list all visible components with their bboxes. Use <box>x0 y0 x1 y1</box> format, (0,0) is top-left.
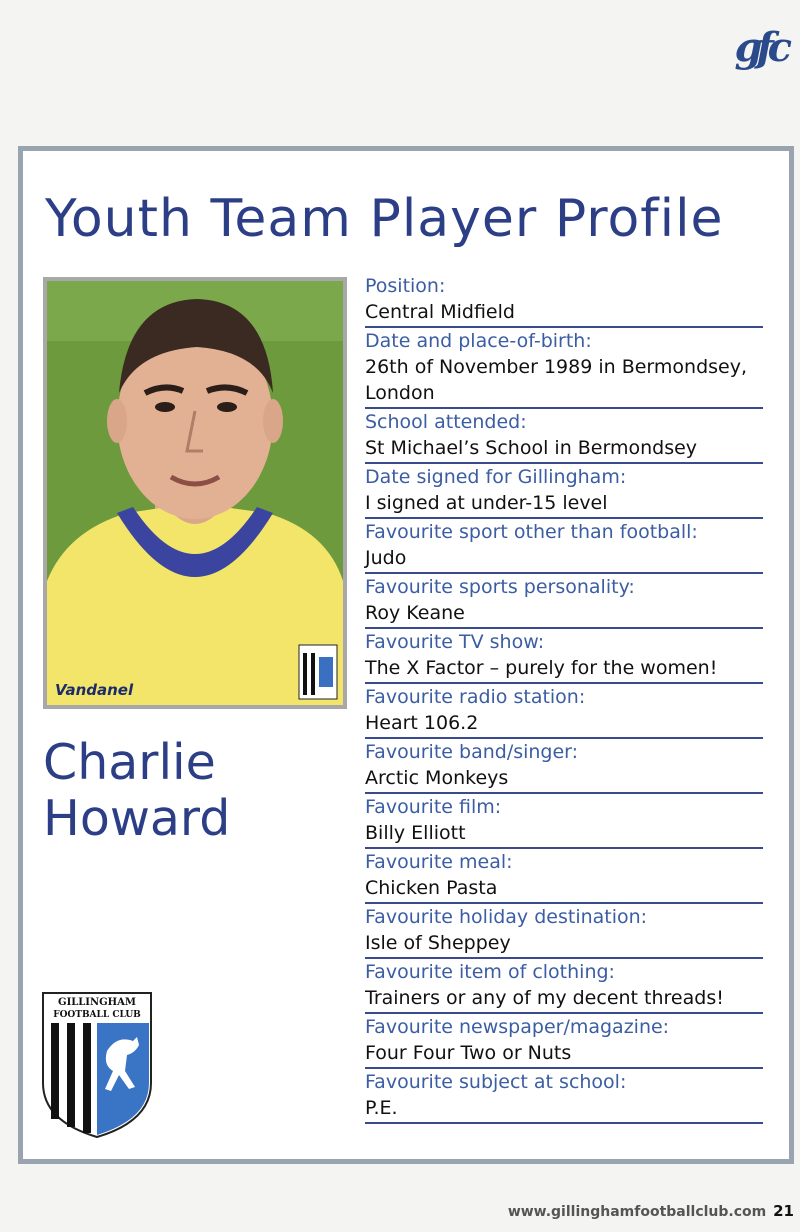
profile-field <box>365 1014 763 1069</box>
crest-line1: GILLINGHAM <box>58 997 136 1008</box>
profile-question: Favourite holiday destination: <box>365 906 648 928</box>
profile-field <box>365 1069 763 1124</box>
profile-question: Favourite band/singer: <box>365 741 579 763</box>
profile-question: Favourite item of clothing: <box>365 961 615 983</box>
profile-question: Favourite TV show: <box>365 631 545 653</box>
page-footer <box>508 1202 794 1220</box>
profile-field <box>365 273 763 328</box>
profile-answer: Roy Keane <box>365 600 763 629</box>
profile-field <box>365 464 763 519</box>
footer-url: www.gillinghamfootballclub.com <box>507 1204 767 1220</box>
profile-answer: Judo <box>365 545 763 574</box>
profile-field <box>365 904 763 959</box>
profile-answer: St Michael’s School in Bermondsey <box>365 435 763 464</box>
profile-question: Favourite subject at school: <box>365 1071 627 1093</box>
profile-question: Favourite sports personality: <box>365 576 635 598</box>
profile-question: Date signed for Gillingham: <box>365 466 627 488</box>
profile-field <box>365 519 763 574</box>
profile-question: School attended: <box>365 411 527 433</box>
page-title: Youth Team Player Profile <box>45 189 724 249</box>
club-crest <box>41 991 153 1143</box>
profile-question: Favourite film: <box>365 796 502 818</box>
player-last-name: Howard <box>43 790 231 847</box>
profile-field <box>365 959 763 1014</box>
gfc-corner-logo: gfc <box>734 24 786 71</box>
profile-answer: Four Four Two or Nuts <box>365 1040 763 1069</box>
profile-fields <box>365 273 763 1124</box>
shirt-badge-icon <box>299 645 337 699</box>
profile-question: Favourite sport other than football: <box>365 521 698 543</box>
profile-question: Favourite radio station: <box>365 686 586 708</box>
profile-answer: The X Factor – purely for the women! <box>365 655 763 684</box>
profile-answer: I signed at under-15 level <box>365 490 763 519</box>
profile-question: Position: <box>365 275 446 297</box>
profile-question: Favourite newspaper/magazine: <box>365 1016 670 1038</box>
shirt-brand-text: Vandanel <box>55 681 134 699</box>
profile-answer: Isle of Sheppey <box>365 930 763 959</box>
profile-field <box>365 328 763 409</box>
profile-answer: Trainers or any of my decent threads! <box>365 985 763 1014</box>
profile-field <box>365 794 763 849</box>
profile-field <box>365 629 763 684</box>
profile-field <box>365 739 763 794</box>
profile-answer: P.E. <box>365 1095 763 1124</box>
profile-answer: Heart 106.2 <box>365 710 763 739</box>
profile-field <box>365 574 763 629</box>
profile-answer: Arctic Monkeys <box>365 765 763 794</box>
player-first-name: Charlie <box>43 734 216 791</box>
gillingham-crest-icon <box>41 991 153 1139</box>
profile-answer: Billy Elliott <box>365 820 763 849</box>
profile-question: Date and place-of-birth: <box>365 330 592 352</box>
crest-line2: FOOTBALL CLUB <box>53 1010 141 1020</box>
player-portrait-image <box>47 281 343 705</box>
player-photo <box>43 277 347 709</box>
page-number: 21 <box>773 1202 794 1220</box>
profile-answer: 26th of November 1989 in Bermondsey, London <box>365 354 763 409</box>
profile-question: Favourite meal: <box>365 851 513 873</box>
player-name <box>43 735 230 847</box>
profile-answer: Central Midfield <box>365 299 763 328</box>
profile-field <box>365 849 763 904</box>
profile-answer: Chicken Pasta <box>365 875 763 904</box>
profile-field <box>365 409 763 464</box>
profile-field <box>365 684 763 739</box>
profile-card <box>18 146 794 1164</box>
